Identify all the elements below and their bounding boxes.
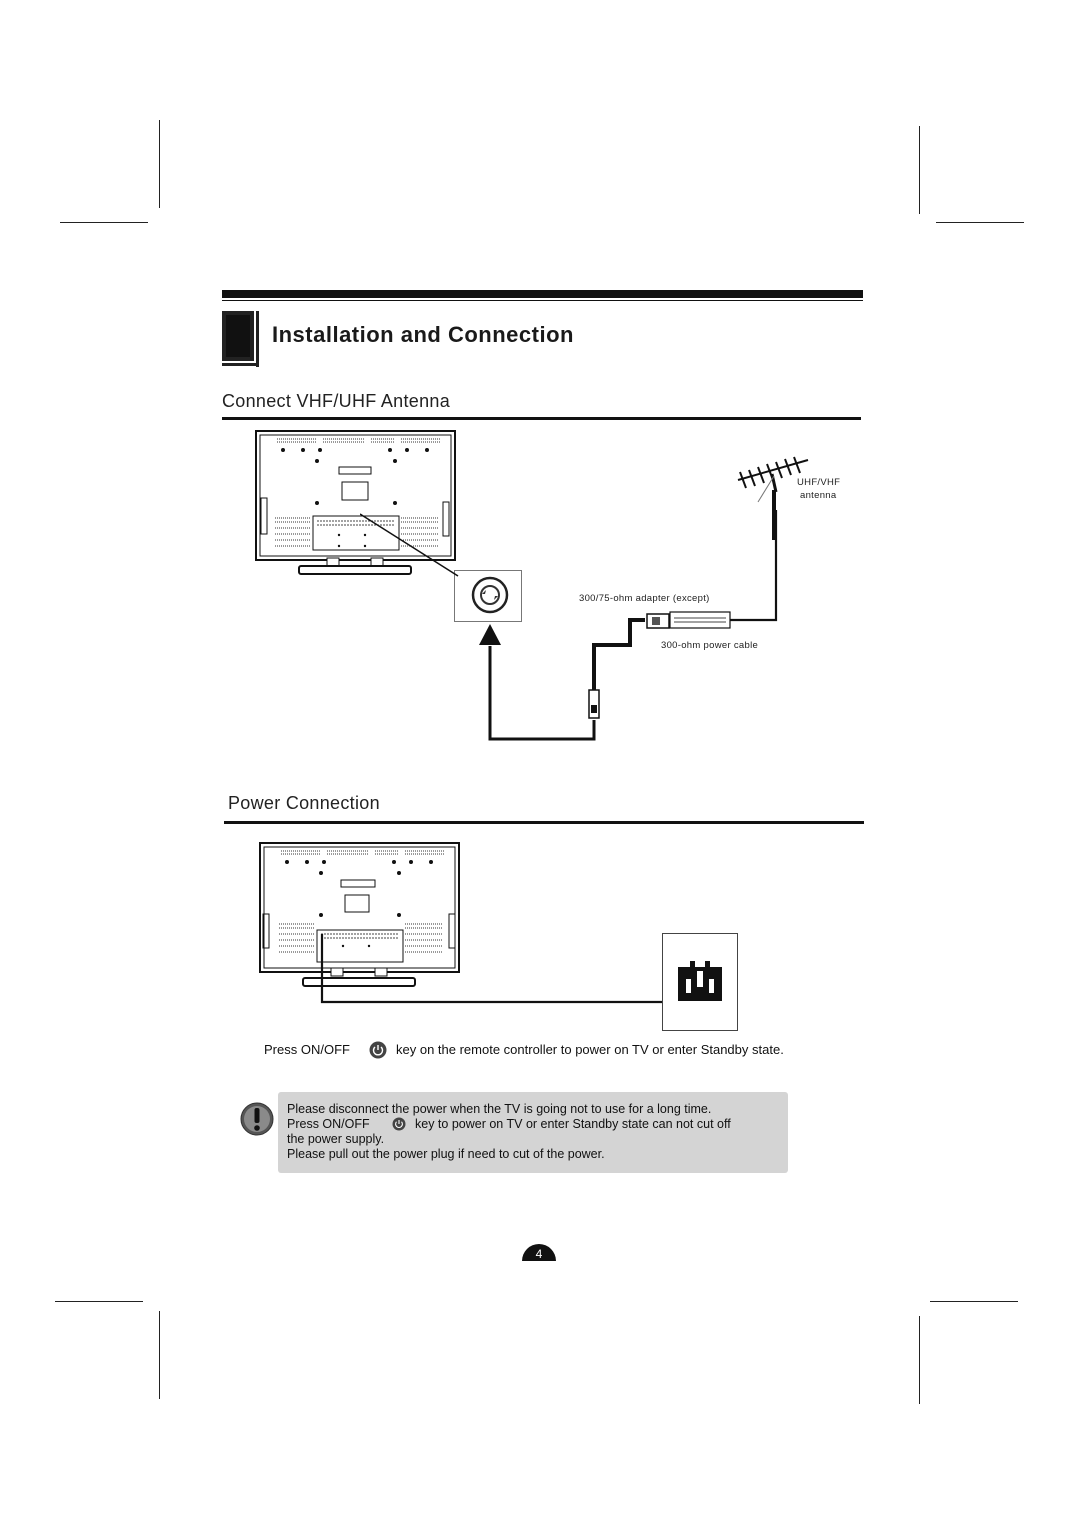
crop-mark: [159, 120, 160, 208]
caution-line-3: the power supply.: [287, 1132, 385, 1146]
section-tab-icon: [222, 311, 264, 369]
crop-mark: [930, 1301, 1018, 1302]
power-icon: [392, 1117, 406, 1131]
section-rule: [224, 821, 864, 824]
power-cable: [318, 930, 668, 1010]
crop-mark: [919, 1316, 920, 1404]
caution-line-2-prefix: Press ON/OFF: [287, 1117, 370, 1131]
crop-mark: [936, 222, 1024, 223]
antenna-label-line1: UHF/VHF: [797, 477, 841, 488]
antenna-label-line2: antenna: [800, 490, 837, 501]
caution-line-1: Please disconnect the power when the TV is going not to use for a long time.: [287, 1102, 712, 1116]
press-onoff-suffix: key on the remote controller to power on TV or enter Standby state.: [396, 1042, 784, 1057]
caution-line-4: Please pull out the power plug if need to cut of the power.: [287, 1147, 605, 1161]
adapter-label: 300/75-ohm adapter (except): [579, 593, 710, 604]
caution-note: [278, 1092, 788, 1173]
caution-icon: [240, 1102, 274, 1136]
crop-mark: [60, 222, 148, 223]
power-outlet-icon: [662, 933, 738, 1031]
crop-mark: [919, 126, 920, 214]
power-section-heading: Power Connection: [228, 793, 380, 813]
page-title: Installation and Connection: [272, 322, 574, 347]
section-rule: [222, 417, 861, 420]
header-rule-thin: [222, 300, 863, 301]
header-rule: [222, 290, 863, 298]
crop-mark: [159, 1311, 160, 1399]
antenna-section-heading: Connect VHF/UHF Antenna: [222, 391, 451, 411]
page-number: 4: [522, 1244, 556, 1261]
caution-line-2-suffix: key to power on TV or enter Standby state can not cut off: [415, 1117, 731, 1131]
cable-label: 300-ohm power cable: [661, 640, 759, 651]
power-icon: [369, 1041, 387, 1059]
press-onoff-prefix: Press ON/OFF: [264, 1042, 350, 1057]
crop-mark: [55, 1301, 143, 1302]
